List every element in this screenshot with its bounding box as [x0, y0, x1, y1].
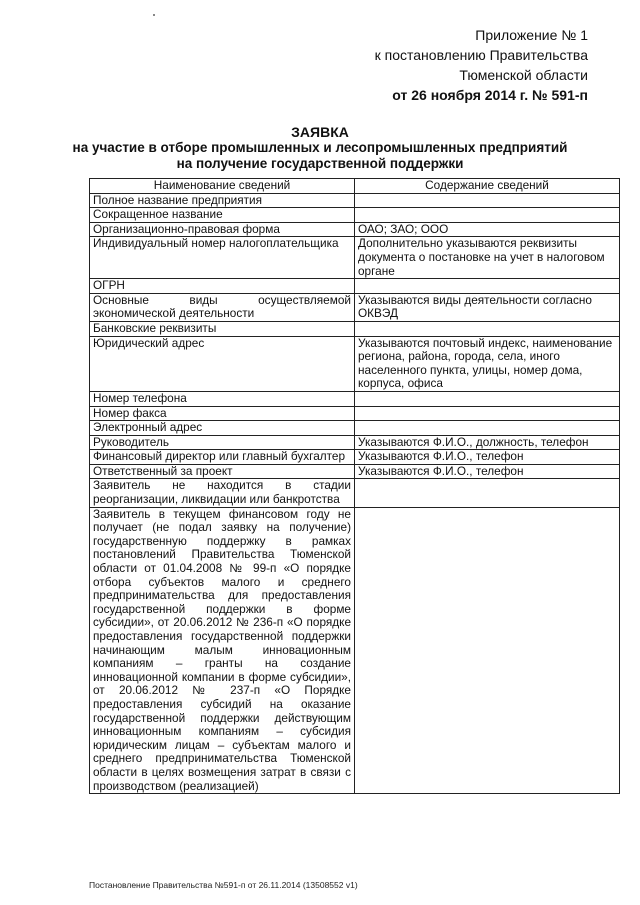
- row-value[interactable]: [355, 321, 620, 336]
- row-value[interactable]: Указываются виды деятельности согласно ОКВЭД: [355, 293, 620, 321]
- row-label: Заявитель не находится в стадии реорганизации, ликвидации или банкротства: [90, 479, 355, 507]
- row-label: Заявитель в текущем финансовом году не получает (не подал заявку на получение) государственную поддержку в рамках постановлений Правительства Тюменской области от 01.04.2008 № 99-п «О порядке отбора субъектов малого и среднего предпринимательства для предоставления государственной поддержки в форме субсидии», от 20.06.2012 № 236-п «О порядке предоставления государственной поддержки начинающим малым инновационным компаниям – гранты на создание инновационной компании в форме субсидии», от 20.06.2012 № 237-п «О Порядке предоставления субсидий на оказание государственной поддержки действующим инновационным компаниям – субсидия юридическим лицам – субъектам малого и среднего предпринимательства Тюменской области в целях возмещения затрат в связи с производством (реализацией): [90, 507, 355, 793]
- table-row: [90, 464, 620, 479]
- row-value[interactable]: [355, 421, 620, 436]
- table-row: [90, 479, 620, 507]
- document-title: [0, 124, 640, 172]
- row-label: Полное название предприятия: [90, 193, 355, 208]
- table-row: [90, 293, 620, 321]
- row-label: Руководитель: [90, 435, 355, 450]
- row-label: Электронный адрес: [90, 421, 355, 436]
- appendix-date: от 26 ноября 2014 г. № 591-п: [392, 87, 588, 103]
- table-row: [90, 507, 620, 793]
- row-value[interactable]: Указываются Ф.И.О., должность, телефон: [355, 435, 620, 450]
- page-footer: Постановление Правительства №591-п от 26.11.2014 (13508552 v1): [89, 880, 358, 890]
- row-value[interactable]: [355, 406, 620, 421]
- table-header-row: [90, 179, 620, 194]
- appendix-region: Тюменской области: [459, 67, 588, 83]
- table-row: [90, 237, 620, 279]
- row-value[interactable]: [355, 391, 620, 406]
- appendix-resolution: к постановлению Правительства: [374, 47, 588, 63]
- table-row: [90, 279, 620, 294]
- row-label: Юридический адрес: [90, 336, 355, 391]
- table-row: [90, 421, 620, 436]
- row-value[interactable]: [355, 507, 620, 793]
- row-label: Финансовый директор или главный бухгалтер: [90, 450, 355, 465]
- row-value[interactable]: Указываются Ф.И.О., телефон: [355, 464, 620, 479]
- application-table: [89, 178, 620, 794]
- row-value[interactable]: Указываются Ф.И.О., телефон: [355, 450, 620, 465]
- row-value[interactable]: Указываются почтовый индекс, наименование региона, района, города, села, иного населенного пункта, улицы, номер дома, корпуса, офиса: [355, 336, 620, 391]
- row-label: Сокращенное название: [90, 208, 355, 223]
- row-label: Номер факса: [90, 406, 355, 421]
- title-subtitle-1: на участие в отборе промышленных и лесопромышленных предприятий: [72, 140, 568, 155]
- row-label: ОГРН: [90, 279, 355, 294]
- row-label: Организационно-правовая форма: [90, 222, 355, 237]
- row-value[interactable]: [355, 479, 620, 507]
- row-value[interactable]: Дополнительно указываются реквизиты документа о постановке на учет в налоговом органе: [355, 237, 620, 279]
- table-row: [90, 450, 620, 465]
- table-row: [90, 391, 620, 406]
- appendix-number: Приложение № 1: [475, 27, 588, 43]
- table-row: [90, 193, 620, 208]
- appendix-header: [328, 25, 588, 105]
- row-value[interactable]: [355, 193, 620, 208]
- row-label: Основные виды осуществляемой экономической деятельности: [90, 293, 355, 321]
- title-main: ЗАЯВКА: [291, 124, 349, 140]
- row-label: Ответственный за проект: [90, 464, 355, 479]
- row-label: Индивидуальный номер налогоплательщика: [90, 237, 355, 279]
- table-row: [90, 208, 620, 223]
- title-subtitle-2: на получение государственной поддержки: [176, 156, 464, 171]
- row-label: Банковские реквизиты: [90, 321, 355, 336]
- table-row: [90, 321, 620, 336]
- row-value[interactable]: ОАО; ЗАО; ООО: [355, 222, 620, 237]
- header-content: Содержание сведений: [355, 179, 620, 194]
- table-row: [90, 336, 620, 391]
- header-name: Наименование сведений: [90, 179, 355, 194]
- row-label: Номер телефона: [90, 391, 355, 406]
- row-value[interactable]: [355, 208, 620, 223]
- row-value[interactable]: [355, 279, 620, 294]
- scan-speck: [153, 14, 155, 16]
- table-row: [90, 222, 620, 237]
- table-row: [90, 406, 620, 421]
- table-row: [90, 435, 620, 450]
